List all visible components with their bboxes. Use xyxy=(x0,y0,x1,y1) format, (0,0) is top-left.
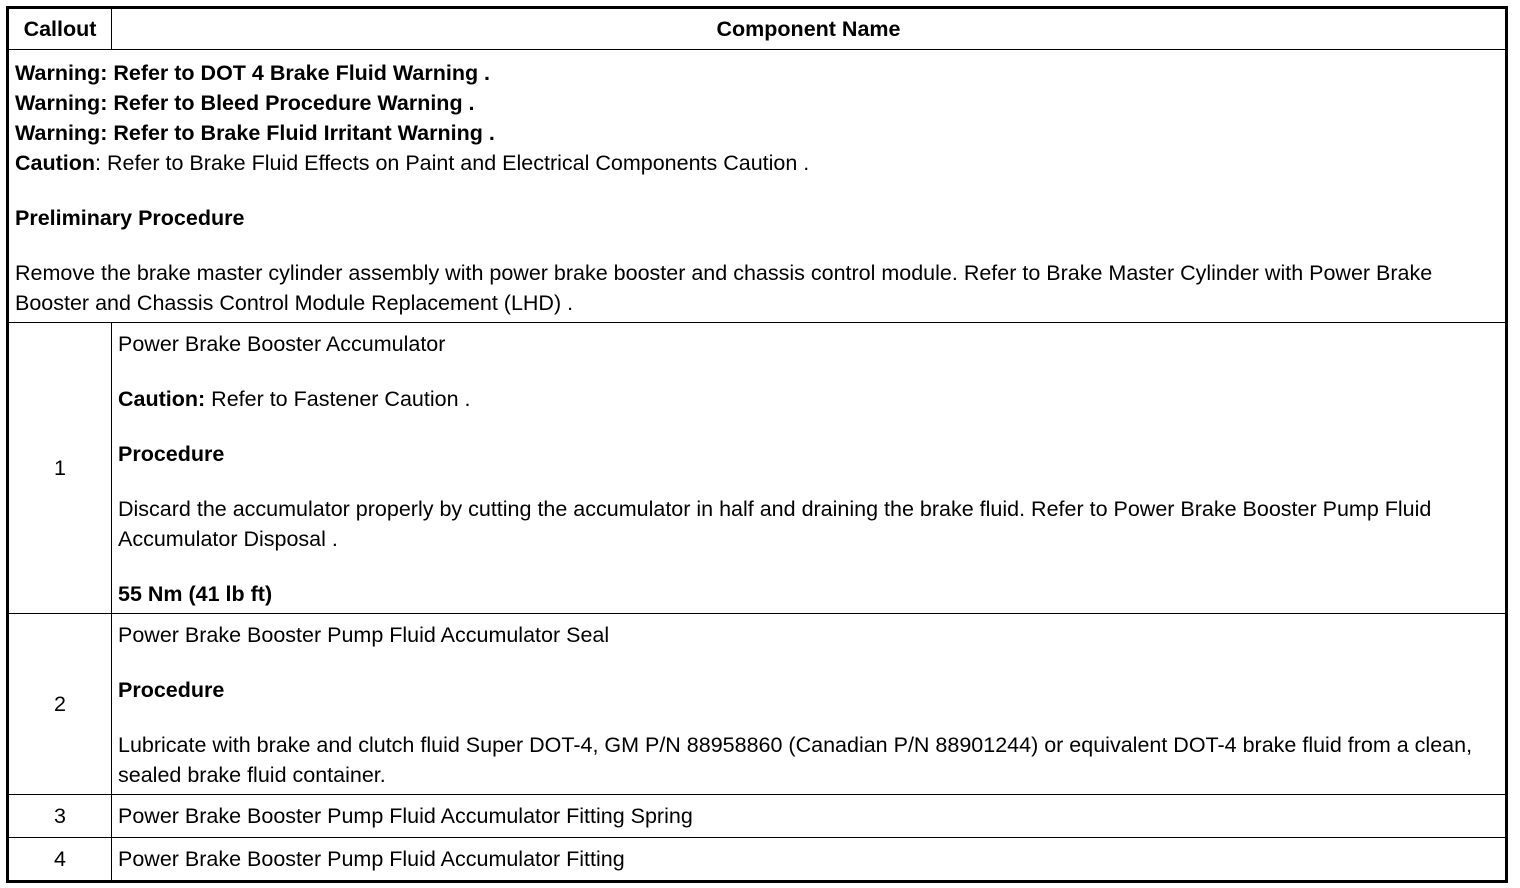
callout-number: 2 xyxy=(8,614,112,795)
warning-text: : Refer to Brake Fluid Irritant Warning . xyxy=(100,121,495,145)
component-name-header: Component Name xyxy=(112,8,1507,50)
caution-text: Refer to Fastener Caution . xyxy=(205,387,471,411)
torque-spec: 55 Nm (41 lb ft) xyxy=(118,582,273,606)
callout-header: Callout xyxy=(8,8,112,50)
warning-label: Warning xyxy=(15,61,101,85)
component-name: Power Brake Booster Pump Fluid Accumulator Fitting Spring xyxy=(112,795,1507,838)
table-row xyxy=(8,323,1507,614)
component-name: Power Brake Booster Pump Fluid Accumulator Seal xyxy=(118,623,610,647)
component-name: Power Brake Booster Accumulator xyxy=(118,332,446,356)
intro-row xyxy=(8,50,1507,323)
warning-label: Warning xyxy=(15,121,101,145)
preliminary-procedure-title: Preliminary Procedure xyxy=(15,206,245,230)
warning-line xyxy=(15,88,1499,118)
caution-line xyxy=(15,148,1499,178)
warning-label: Warning xyxy=(15,91,101,115)
procedure-title: Procedure xyxy=(118,442,225,466)
procedure-title: Procedure xyxy=(118,678,225,702)
callout-number: 1 xyxy=(8,323,112,614)
caution-line xyxy=(118,384,1499,414)
procedure-text: Discard the accumulator properly by cutting the accumulator in half and draining the brake fluid. Refer to Power Brake Booster Pump Fluid Accumulator Disposal . xyxy=(118,497,1432,551)
callout-number: 4 xyxy=(8,838,112,882)
warning-text: : Refer to DOT 4 Brake Fluid Warning . xyxy=(100,61,491,85)
table-header-row xyxy=(8,8,1507,50)
callout-number: 3 xyxy=(8,795,112,838)
preliminary-procedure-text: Remove the brake master cylinder assembly with power brake booster and chassis control module. Refer to Brake Master Cylinder with Power Brake Booster and Chassis Control Module Replacement (LHD) . xyxy=(15,261,1433,315)
caution-label: Caution xyxy=(15,151,96,175)
table-row xyxy=(8,795,1507,838)
warning-line xyxy=(15,118,1499,148)
intro-cell xyxy=(8,50,1507,323)
warning-line xyxy=(15,58,1499,88)
component-cell xyxy=(112,323,1507,614)
component-table xyxy=(6,6,1508,883)
table-row xyxy=(8,614,1507,795)
caution-label: Caution: xyxy=(118,387,206,411)
caution-text: : Refer to Brake Fluid Effects on Paint and Electrical Components Caution . xyxy=(95,151,810,175)
component-cell xyxy=(112,614,1507,795)
warning-text: : Refer to Bleed Procedure Warning . xyxy=(100,91,475,115)
component-name: Power Brake Booster Pump Fluid Accumulator Fitting xyxy=(112,838,1507,882)
table-row xyxy=(8,838,1507,882)
procedure-text: Lubricate with brake and clutch fluid Super DOT-4, GM P/N 88958860 (Canadian P/N 88901244) or equivalent DOT-4 brake fluid from a clean, sealed brake fluid container. xyxy=(118,733,1473,787)
